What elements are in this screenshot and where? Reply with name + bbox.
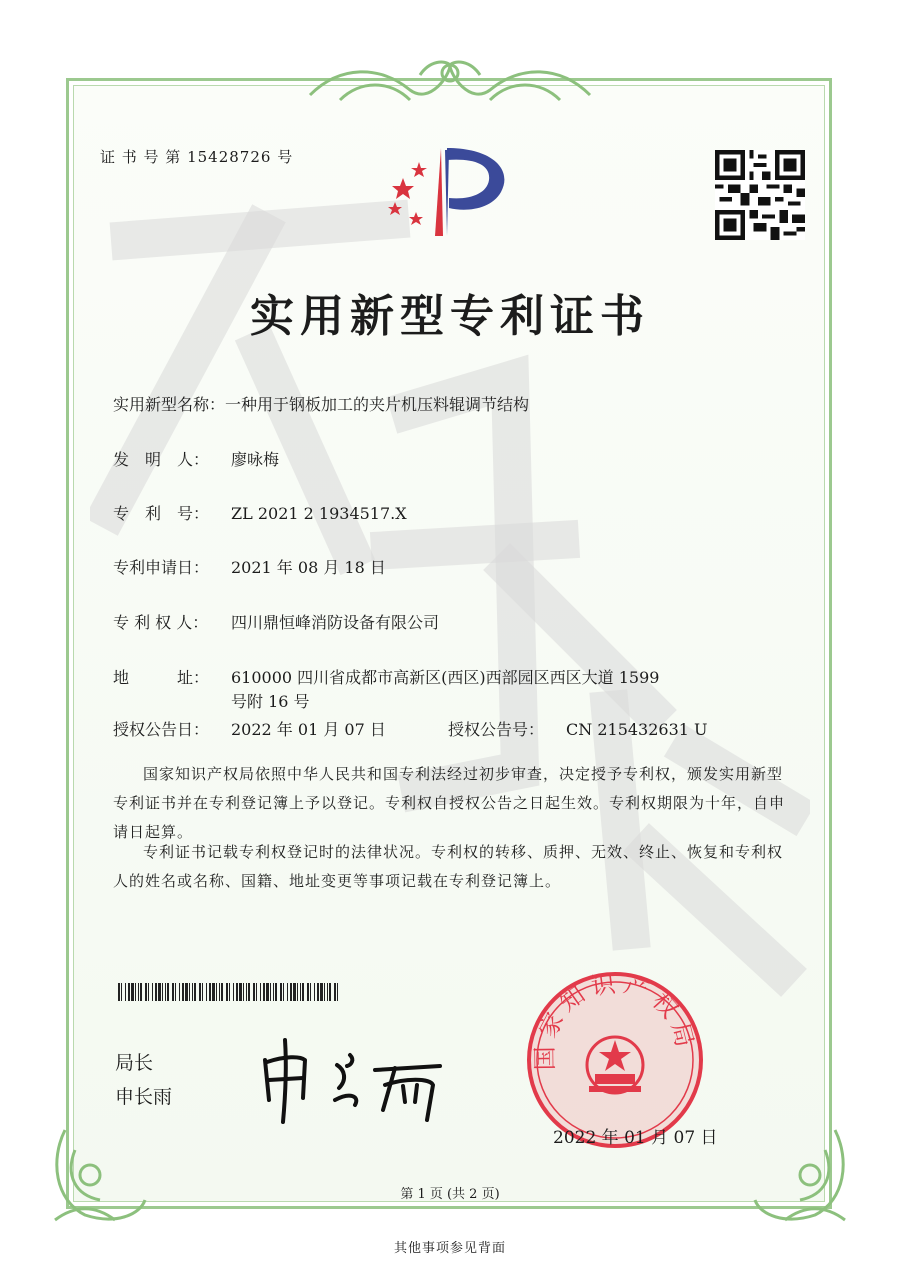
barcode-bar: [253, 983, 255, 1001]
bottom-left-ornament-icon: [45, 1120, 155, 1230]
barcode-bar: [206, 983, 207, 1001]
barcode-bar: [175, 983, 176, 1001]
field-value: 2021 年 08 月 18 日: [231, 558, 386, 577]
field-utility-model-name: [113, 393, 529, 417]
barcode-bar: [317, 983, 319, 1001]
director-name: 申长雨: [115, 1086, 173, 1108]
barcode-bar: [248, 983, 250, 1001]
barcode-bar: [216, 983, 217, 1001]
barcode-bar: [236, 983, 238, 1001]
barcode-bar: [165, 983, 166, 1001]
barcode-bar: [263, 983, 265, 1001]
seal-date: 2022 年 01 月 07 日: [553, 1128, 718, 1148]
barcode-bar: [256, 983, 257, 1001]
field-label: 发 明 人：: [113, 450, 210, 469]
barcode-bar: [138, 983, 139, 1001]
barcode-bar: [233, 983, 234, 1001]
barcode-bar: [192, 983, 193, 1001]
barcode-bar: [179, 983, 180, 1001]
barcode-bar: [125, 983, 126, 1001]
barcode-bar: [229, 983, 230, 1001]
top-ornament-icon: [300, 55, 600, 115]
barcode-bar: [209, 983, 211, 1001]
barcode-bar: [273, 983, 274, 1001]
page-title: 实用新型专利证书: [250, 291, 650, 342]
barcode-bar: [189, 983, 190, 1001]
barcode-bar: [194, 983, 196, 1001]
field-value: 廖咏梅: [231, 450, 280, 469]
barcode-bar: [155, 983, 157, 1001]
seal-text: 国家知识产权局: [530, 970, 701, 1071]
field-label: 专利申请日：: [113, 558, 210, 577]
barcode-bar: [293, 983, 296, 1001]
barcode-bar: [314, 983, 315, 1001]
field-label: 授权公告日：: [113, 720, 210, 739]
barcode-bar: [131, 983, 134, 1001]
barcode-bar: [199, 983, 201, 1001]
body-paragraph-1: 国家知识产权局依照中华人民共和国专利法经过初步审查，决定授予专利权，颁发实用新型专利证书并在专利登记簿上予以登记。专利权自授权公告之日起生效。专利权期限为十年，自申请日起算。: [113, 765, 786, 841]
barcode-bar: [212, 983, 215, 1001]
barcode-bar: [140, 983, 142, 1001]
field-value: CN 215432631 U: [566, 720, 708, 739]
barcode-bar: [329, 983, 331, 1001]
barcode-bar: [135, 983, 136, 1001]
barcode-bar: [148, 983, 149, 1001]
field-grant-date: [113, 718, 386, 742]
field-value: ZL 2021 2 1934517.X: [231, 504, 407, 523]
field-value: 610000 四川省成都市高新区(西区)西部园区西区大道 1599 号附 16 号: [231, 668, 660, 711]
barcode-bar: [239, 983, 242, 1001]
barcode-bar: [118, 983, 120, 1001]
barcode-bar: [121, 983, 122, 1001]
barcode-bar: [275, 983, 277, 1001]
field-value: 2022 年 01 月 07 日: [231, 720, 386, 739]
barcode-bar: [185, 983, 188, 1001]
barcode-bar: [202, 983, 203, 1001]
barcode-bar: [226, 983, 228, 1001]
barcode-bar: [158, 983, 161, 1001]
field-label: 实用新型名称：: [113, 395, 226, 414]
barcode-bar: [324, 983, 325, 1001]
body-paragraph-2: 专利证书记载专利权登记时的法律状况。专利权的转移、质押、无效、终止、恢复和专利权人的姓名或名称、国籍、地址变更等事项记载在专利登记簿上。: [113, 843, 784, 890]
barcode-bar: [334, 983, 336, 1001]
field-label: 授权公告号：: [448, 720, 545, 739]
director-signature: [255, 1030, 455, 1125]
field-value: 一种用于钢板加工的夹片机压料辊调节结构: [225, 395, 530, 414]
barcode-bar: [290, 983, 292, 1001]
barcode-bar: [172, 983, 174, 1001]
barcode-bar: [152, 983, 153, 1001]
field-grant-number: [448, 718, 708, 742]
barcode-bar: [302, 983, 304, 1001]
qr-code-icon: [715, 150, 805, 240]
barcode-bar: [307, 983, 309, 1001]
barcode-bar: [167, 983, 169, 1001]
barcode-bar: [300, 983, 301, 1001]
field-address: [113, 666, 671, 714]
barcode-bar: [219, 983, 220, 1001]
barcode-bar: [246, 983, 247, 1001]
barcode-bar: [182, 983, 184, 1001]
director-label: 局长: [115, 1052, 154, 1074]
barcode-bar: [266, 983, 269, 1001]
field-patent-number: [113, 502, 407, 526]
field-label: 专 利 号：: [113, 504, 210, 523]
field-label: 专 利 权 人：: [113, 613, 209, 632]
field-label: 地 址：: [113, 668, 210, 687]
barcode-bar: [287, 983, 288, 1001]
barcode-bar: [243, 983, 244, 1001]
barcode-bar: [280, 983, 282, 1001]
barcode-bar: [320, 983, 323, 1001]
barcode-bar: [145, 983, 147, 1001]
barcode-bar: [270, 983, 271, 1001]
certificate-number: 证 书 号 第 15428726 号: [100, 148, 294, 166]
barcode-bar: [337, 983, 338, 1001]
barcode-bar: [221, 983, 223, 1001]
barcode-bar: [283, 983, 284, 1001]
patent-logo-icon: [383, 140, 523, 240]
barcode-bar: [260, 983, 261, 1001]
barcode-bar: [128, 983, 130, 1001]
barcode-icon: [118, 983, 338, 1001]
field-filing-date: [113, 556, 386, 580]
field-inventor: [113, 448, 279, 472]
field-value: 四川鼎恒峰消防设备有限公司: [231, 613, 440, 632]
barcode-bar: [310, 983, 311, 1001]
footer-note: 其他事项参见背面: [393, 1241, 506, 1256]
page-number: 第 1 页 (共 2 页): [400, 1187, 500, 1202]
field-patentee: [113, 611, 439, 635]
barcode-bar: [162, 983, 163, 1001]
barcode-bar: [297, 983, 298, 1001]
barcode-bar: [327, 983, 328, 1001]
bottom-right-ornament-icon: [745, 1120, 855, 1230]
